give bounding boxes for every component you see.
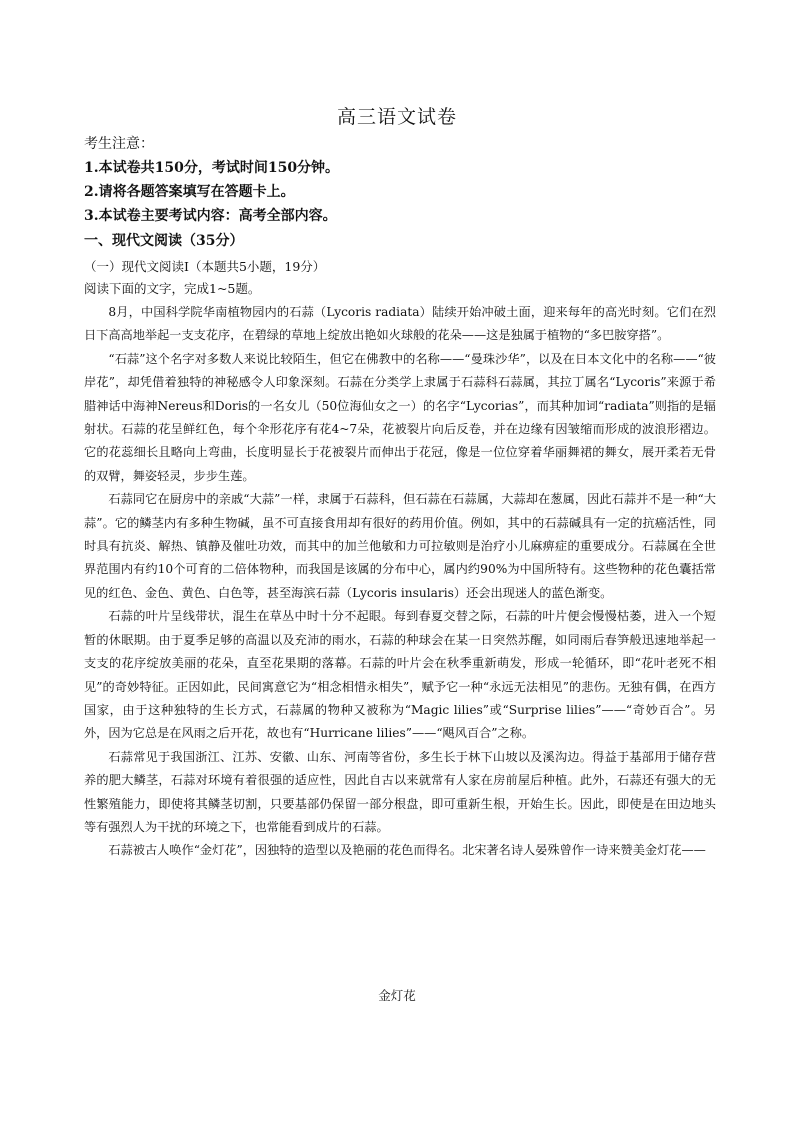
notice-item: 3.本试卷主要考试内容：高考全部内容。 [84,208,337,224]
subsection-label: （一）现代文阅读Ⅰ（本题共5小题，19分） [84,259,326,274]
reading-passage [84,301,716,863]
reading-instruction: 阅读下面的文字，完成1~5题。 [84,281,261,296]
notice-item: 2.请将各题答案填写在答题卡上。 [84,184,295,200]
passage-paragraph: 石蒜被古人唤作“金灯花”，因独特的造型以及艳丽的花色而得名。北宋著名诗人晏殊曾作一诗来赞美金灯花—— [108,843,706,858]
section-heading: 一、现代文阅读（35分） [84,233,244,249]
passage-paragraph: 8月，中国科学院华南植物园内的石蒜（Lycoris radiata）陆续开始冲破土面，迎来每年的高光时刻。它们在烈日下高高地举起一支支花序，在碧绿的草地上绽放出艳如火球般的花朵——这是独属于植物的“多巴胺穿搭”。 [84,305,716,343]
notice-heading: 考生注意： [84,136,154,152]
exam-notice [84,132,724,228]
passage-paragraph: 石蒜常见于我国浙江、江苏、安徽、山东、河南等省份，多生长于林下山坡以及溪沟边。得益于基部用于储存营养的肥大鳞茎，石蒜对环境有着很强的适应性，因此自古以来就常有人家在房前屋后种植。此外，石蒜还有强大的无性繁殖能力，即使将其鳞茎切割，只要基部仍保留一部分根盘，即可重新生根，开始生长。因此，即使是在田边地头等有强烈人为干扰的环境之下，也常能看到成片的石蒜。 [84,749,716,834]
notice-item: 1.本试卷共150分，考试时间150分钟。 [84,160,340,176]
passage-paragraph: 石蒜的叶片呈线带状，混生在草丛中时十分不起眼。每到春夏交替之际，石蒜的叶片便会慢慢枯萎，进入一个短暂的休眠期。由于夏季足够的高温以及充沛的雨水，石蒜的种球会在某一日突然苏醒，如同雨后春笋般迅速地举起一支支的花序绽放美丽的花朵，直至花果期的落幕。石蒜的叶片会在秋季重新萌发，形成一轮循环，即“花叶老死不相见”的奇妙特征。正因如此，民间寓意它为“相念相惜永相失”，赋予它一种“永远无法相见”的悲伤。无独有偶，在西方国家，由于这种独特的生长方式，石蒜属的物种又被称为“Magic lilies”或“Surprise lilies”——“奇妙百合”。另外，因为它总是在风雨之后开花，故也有“Hurricane lilies”——“飓风百合”之称。 [84,609,716,741]
poem-title: 金灯花 [378,988,416,1003]
subsection [84,256,724,300]
passage-paragraph: “石蒜”这个名字对多数人来说比较陌生，但它在佛教中的名称——“曼珠沙华”，以及在日本文化中的名称——“彼岸花”，却凭借着独特的神秘感令人印象深刻。石蒜在分类学上隶属于石蒜科石蒜属，其拉丁属名“Lycoris”来源于希腊神话中海神Nereus和Doris的一名女儿（50位海仙女之一）的名字“Lycorias”，而其种加词“radiata”则指的是辐射状。石蒜的花呈鲜红色，每个伞形花序有花4~7朵，花被裂片向后反卷，并在边缘有因皱缩而形成的波浪形褶边。它的花蕊细长且略向上弯曲，长度明显长于花被裂片而伸出于花冠，像是一位位穿着华丽舞裙的舞女，展开柔若无骨的双臂，舞姿轻灵，步步生莲。 [84,351,716,483]
passage-paragraph: 石蒜同它在厨房中的亲戚“大蒜”一样，隶属于石蒜科，但石蒜在石蒜属，大蒜却在葱属，因此石蒜并不是一种“大蒜”。它的鳞茎内有多种生物碱，虽不可直接食用却有很好的药用价值。例如，其中的石蒜碱具有一定的抗癌活性，同时具有抗炎、解热、镇静及催吐功效，而其中的加兰他敏和力可拉敏则是治疗小儿麻痹症的重要成分。石蒜属在全世界范围内有约10个可育的二倍体物种，而我国是该属的分布中心，属内约90%为中国所特有。这些物种的花色囊括常见的红色、金色、黄色、白色等，甚至海滨石蒜（Lycoris insularis）还会出现迷人的蓝色渐变。 [84,492,716,600]
page-title: 高三语文试卷 [336,106,457,128]
